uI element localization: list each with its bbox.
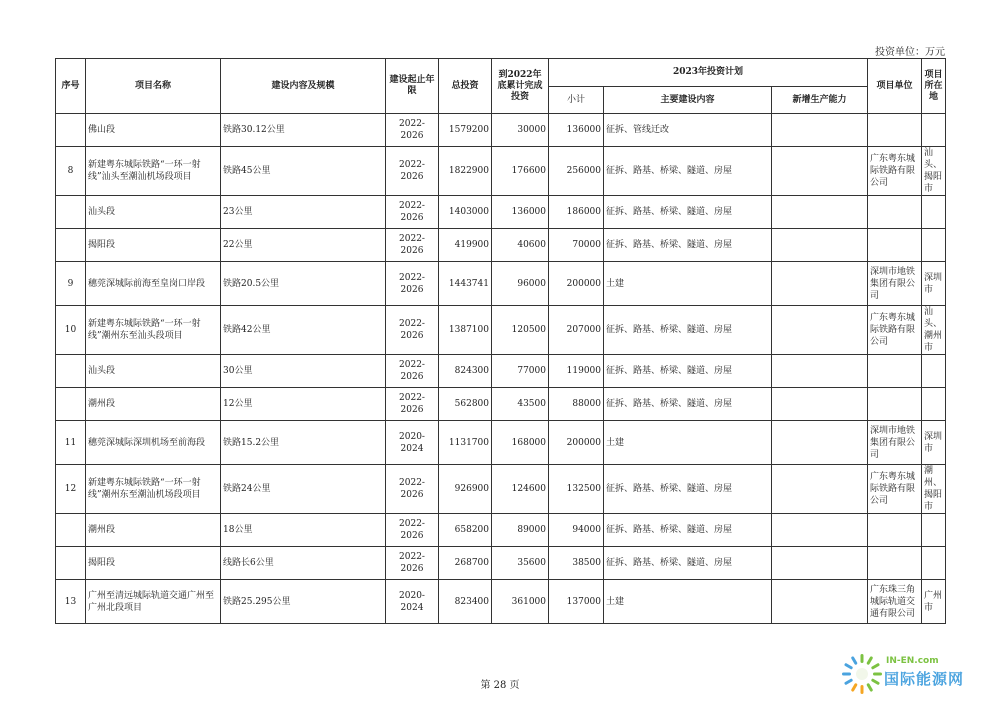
header-project-name: 项目名称 bbox=[86, 59, 221, 114]
cell-cumulative-done: 77000 bbox=[492, 355, 549, 388]
header-row-1 bbox=[56, 59, 946, 87]
cell-project-unit bbox=[868, 547, 922, 580]
cell-seq bbox=[56, 114, 86, 147]
cell-subtotal: 256000 bbox=[549, 147, 604, 196]
cell-cumulative-done: 168000 bbox=[492, 421, 549, 465]
cell-new-capacity bbox=[772, 229, 868, 262]
cell-subtotal: 88000 bbox=[549, 388, 604, 421]
cell-period: 2020-2024 bbox=[386, 580, 439, 624]
cell-main-content: 征拆、管线迁改 bbox=[604, 114, 772, 147]
cell-main-content: 土建 bbox=[604, 262, 772, 306]
header-new-capacity: 新增生产能力 bbox=[772, 87, 868, 114]
header-content: 建设内容及规模 bbox=[221, 59, 386, 114]
cell-total-investment: 1387100 bbox=[439, 306, 492, 355]
cell-new-capacity bbox=[772, 388, 868, 421]
cell-subtotal: 200000 bbox=[549, 262, 604, 306]
cell-location bbox=[922, 196, 946, 229]
cell-subtotal: 132500 bbox=[549, 465, 604, 514]
cell-subtotal: 137000 bbox=[549, 580, 604, 624]
investment-table bbox=[55, 58, 946, 624]
cell-total-investment: 1822900 bbox=[439, 147, 492, 196]
cell-project-unit: 深圳市地铁集团有限公司 bbox=[868, 262, 922, 306]
table-row bbox=[56, 465, 946, 514]
cell-seq bbox=[56, 229, 86, 262]
cell-content: 铁路45公里 bbox=[221, 147, 386, 196]
cell-project-unit bbox=[868, 514, 922, 547]
cell-content: 30公里 bbox=[221, 355, 386, 388]
cell-location: 汕头、揭阳市 bbox=[922, 147, 946, 196]
cell-new-capacity bbox=[772, 421, 868, 465]
cell-location: 深圳市 bbox=[922, 262, 946, 306]
cell-seq: 11 bbox=[56, 421, 86, 465]
cell-location bbox=[922, 114, 946, 147]
table-row bbox=[56, 229, 946, 262]
cell-seq: 9 bbox=[56, 262, 86, 306]
investment-unit-label: 投资单位：万元 bbox=[875, 47, 945, 58]
cell-main-content: 征拆、路基、桥梁、隧道、房屋 bbox=[604, 306, 772, 355]
cell-total-investment: 1131700 bbox=[439, 421, 492, 465]
cell-cumulative-done: 89000 bbox=[492, 514, 549, 547]
cell-location bbox=[922, 388, 946, 421]
cell-total-investment: 1403000 bbox=[439, 196, 492, 229]
cell-total-investment: 1579200 bbox=[439, 114, 492, 147]
cell-main-content: 征拆、路基、桥梁、隧道、房屋 bbox=[604, 229, 772, 262]
cell-new-capacity bbox=[772, 547, 868, 580]
cell-cumulative-done: 96000 bbox=[492, 262, 549, 306]
cell-subtotal: 200000 bbox=[549, 421, 604, 465]
cell-location: 广州市 bbox=[922, 580, 946, 624]
cell-project-unit bbox=[868, 355, 922, 388]
cell-period: 2022-2026 bbox=[386, 465, 439, 514]
cell-subtotal: 207000 bbox=[549, 306, 604, 355]
cell-location bbox=[922, 229, 946, 262]
cell-location bbox=[922, 355, 946, 388]
cell-content: 线路长6公里 bbox=[221, 547, 386, 580]
header-total-investment: 总投资 bbox=[439, 59, 492, 114]
cell-project-name: 穗莞深城际前海至皇岗口岸段 bbox=[86, 262, 221, 306]
cell-content: 铁路42公里 bbox=[221, 306, 386, 355]
cell-period: 2022-2026 bbox=[386, 114, 439, 147]
cell-project-name: 穗莞深城际深圳机场至前海段 bbox=[86, 421, 221, 465]
cell-main-content: 征拆、路基、桥梁、隧道、房屋 bbox=[604, 514, 772, 547]
cell-main-content: 土建 bbox=[604, 580, 772, 624]
header-period: 建设起止年限 bbox=[386, 59, 439, 114]
cell-new-capacity bbox=[772, 262, 868, 306]
cell-total-investment: 926900 bbox=[439, 465, 492, 514]
cell-project-unit bbox=[868, 114, 922, 147]
cell-location bbox=[922, 514, 946, 547]
cell-subtotal: 70000 bbox=[549, 229, 604, 262]
header-main-content: 主要建设内容 bbox=[604, 87, 772, 114]
cell-content: 12公里 bbox=[221, 388, 386, 421]
header-project-unit: 项目单位 bbox=[868, 59, 922, 114]
cell-total-investment: 1443741 bbox=[439, 262, 492, 306]
cell-period: 2022-2026 bbox=[386, 388, 439, 421]
header-location: 项目所在地 bbox=[922, 59, 946, 114]
cell-cumulative-done: 30000 bbox=[492, 114, 549, 147]
cell-new-capacity bbox=[772, 355, 868, 388]
cell-seq bbox=[56, 547, 86, 580]
page-number: 第 28 页 bbox=[480, 680, 520, 691]
cell-cumulative-done: 176600 bbox=[492, 147, 549, 196]
cell-cumulative-done: 361000 bbox=[492, 580, 549, 624]
cell-content: 铁路30.12公里 bbox=[221, 114, 386, 147]
cell-location: 汕头、潮州市 bbox=[922, 306, 946, 355]
cell-period: 2022-2026 bbox=[386, 196, 439, 229]
cell-period: 2022-2026 bbox=[386, 229, 439, 262]
cell-seq: 13 bbox=[56, 580, 86, 624]
cell-project-name: 佛山段 bbox=[86, 114, 221, 147]
cell-project-name: 广州至清远城际轨道交通广州至广州北段项目 bbox=[86, 580, 221, 624]
cell-cumulative-done: 35600 bbox=[492, 547, 549, 580]
cell-content: 18公里 bbox=[221, 514, 386, 547]
cell-project-unit bbox=[868, 388, 922, 421]
cell-main-content: 征拆、路基、桥梁、隧道、房屋 bbox=[604, 465, 772, 514]
cell-project-name: 新建粤东城际铁路“一环一射线”汕头至潮汕机场段项目 bbox=[86, 147, 221, 196]
cell-project-unit bbox=[868, 196, 922, 229]
cell-total-investment: 824300 bbox=[439, 355, 492, 388]
cell-project-unit: 广东粤东城际铁路有限公司 bbox=[868, 147, 922, 196]
cell-cumulative-done: 40600 bbox=[492, 229, 549, 262]
cell-content: 铁路15.2公里 bbox=[221, 421, 386, 465]
table-body bbox=[56, 114, 946, 624]
cell-project-name: 汕头段 bbox=[86, 355, 221, 388]
cell-seq bbox=[56, 388, 86, 421]
cell-period: 2022-2026 bbox=[386, 355, 439, 388]
cell-seq: 12 bbox=[56, 465, 86, 514]
cell-period: 2022-2026 bbox=[386, 262, 439, 306]
cell-project-unit: 广东粤东城际铁路有限公司 bbox=[868, 306, 922, 355]
cell-project-name: 新建粤东城际铁路“一环一射线”潮州东至汕头段项目 bbox=[86, 306, 221, 355]
table-row bbox=[56, 421, 946, 465]
table-row bbox=[56, 306, 946, 355]
cell-project-name: 揭阳段 bbox=[86, 229, 221, 262]
cell-period: 2022-2026 bbox=[386, 547, 439, 580]
table-row bbox=[56, 547, 946, 580]
cell-new-capacity bbox=[772, 147, 868, 196]
cell-period: 2022-2026 bbox=[386, 306, 439, 355]
cell-project-name: 潮州段 bbox=[86, 388, 221, 421]
cell-main-content: 征拆、路基、桥梁、隧道、房屋 bbox=[604, 388, 772, 421]
cell-cumulative-done: 124600 bbox=[492, 465, 549, 514]
cell-subtotal: 94000 bbox=[549, 514, 604, 547]
cell-total-investment: 823400 bbox=[439, 580, 492, 624]
table-row bbox=[56, 355, 946, 388]
cell-new-capacity bbox=[772, 465, 868, 514]
cell-main-content: 征拆、路基、桥梁、隧道、房屋 bbox=[604, 196, 772, 229]
cell-seq: 10 bbox=[56, 306, 86, 355]
cell-seq bbox=[56, 514, 86, 547]
cell-location: 深圳市 bbox=[922, 421, 946, 465]
cell-project-name: 新建粤东城际铁路“一环一射线”潮州东至潮汕机场段项目 bbox=[86, 465, 221, 514]
cell-new-capacity bbox=[772, 114, 868, 147]
cell-location bbox=[922, 547, 946, 580]
header-plan-2023: 2023年投资计划 bbox=[549, 59, 868, 87]
table-row bbox=[56, 388, 946, 421]
cell-period: 2022-2026 bbox=[386, 514, 439, 547]
cell-content: 铁路20.5公里 bbox=[221, 262, 386, 306]
watermark-name: 国际能源网 bbox=[884, 670, 965, 688]
cell-main-content: 土建 bbox=[604, 421, 772, 465]
watermark bbox=[840, 648, 990, 698]
cell-period: 2022-2026 bbox=[386, 147, 439, 196]
cell-subtotal: 136000 bbox=[549, 114, 604, 147]
header-subtotal: 小计 bbox=[549, 87, 604, 114]
cell-main-content: 征拆、路基、桥梁、隧道、房屋 bbox=[604, 147, 772, 196]
cell-project-name: 汕头段 bbox=[86, 196, 221, 229]
cell-subtotal: 119000 bbox=[549, 355, 604, 388]
cell-cumulative-done: 43500 bbox=[492, 388, 549, 421]
table-row bbox=[56, 114, 946, 147]
cell-new-capacity bbox=[772, 514, 868, 547]
cell-content: 22公里 bbox=[221, 229, 386, 262]
cell-location: 潮州、揭阳市 bbox=[922, 465, 946, 514]
cell-subtotal: 186000 bbox=[549, 196, 604, 229]
table-row bbox=[56, 580, 946, 624]
table-row bbox=[56, 262, 946, 306]
watermark-url: IN-EN.com bbox=[886, 656, 939, 666]
cell-project-unit: 广东珠三角城际轨道交通有限公司 bbox=[868, 580, 922, 624]
cell-main-content: 征拆、路基、桥梁、隧道、房屋 bbox=[604, 355, 772, 388]
cell-period: 2020-2024 bbox=[386, 421, 439, 465]
cell-seq bbox=[56, 355, 86, 388]
cell-seq: 8 bbox=[56, 147, 86, 196]
cell-new-capacity bbox=[772, 196, 868, 229]
cell-content: 23公里 bbox=[221, 196, 386, 229]
cell-project-unit bbox=[868, 229, 922, 262]
cell-new-capacity bbox=[772, 306, 868, 355]
cell-seq bbox=[56, 196, 86, 229]
cell-total-investment: 268700 bbox=[439, 547, 492, 580]
cell-project-unit: 深圳市地铁集团有限公司 bbox=[868, 421, 922, 465]
header-cumulative-done: 到2022年底累计完成投资 bbox=[492, 59, 549, 114]
cell-project-unit: 广东粤东城际铁路有限公司 bbox=[868, 465, 922, 514]
cell-project-name: 揭阳段 bbox=[86, 547, 221, 580]
cell-total-investment: 419900 bbox=[439, 229, 492, 262]
cell-content: 铁路24公里 bbox=[221, 465, 386, 514]
header-seq: 序号 bbox=[56, 59, 86, 114]
cell-subtotal: 38500 bbox=[549, 547, 604, 580]
cell-cumulative-done: 120500 bbox=[492, 306, 549, 355]
cell-main-content: 征拆、路基、桥梁、隧道、房屋 bbox=[604, 547, 772, 580]
cell-total-investment: 658200 bbox=[439, 514, 492, 547]
cell-cumulative-done: 136000 bbox=[492, 196, 549, 229]
cell-new-capacity bbox=[772, 580, 868, 624]
cell-total-investment: 562800 bbox=[439, 388, 492, 421]
cell-content: 铁路25.295公里 bbox=[221, 580, 386, 624]
cell-project-name: 潮州段 bbox=[86, 514, 221, 547]
table-row bbox=[56, 147, 946, 196]
table-row bbox=[56, 196, 946, 229]
table-row bbox=[56, 514, 946, 547]
sunburst-logo-icon bbox=[840, 652, 884, 696]
